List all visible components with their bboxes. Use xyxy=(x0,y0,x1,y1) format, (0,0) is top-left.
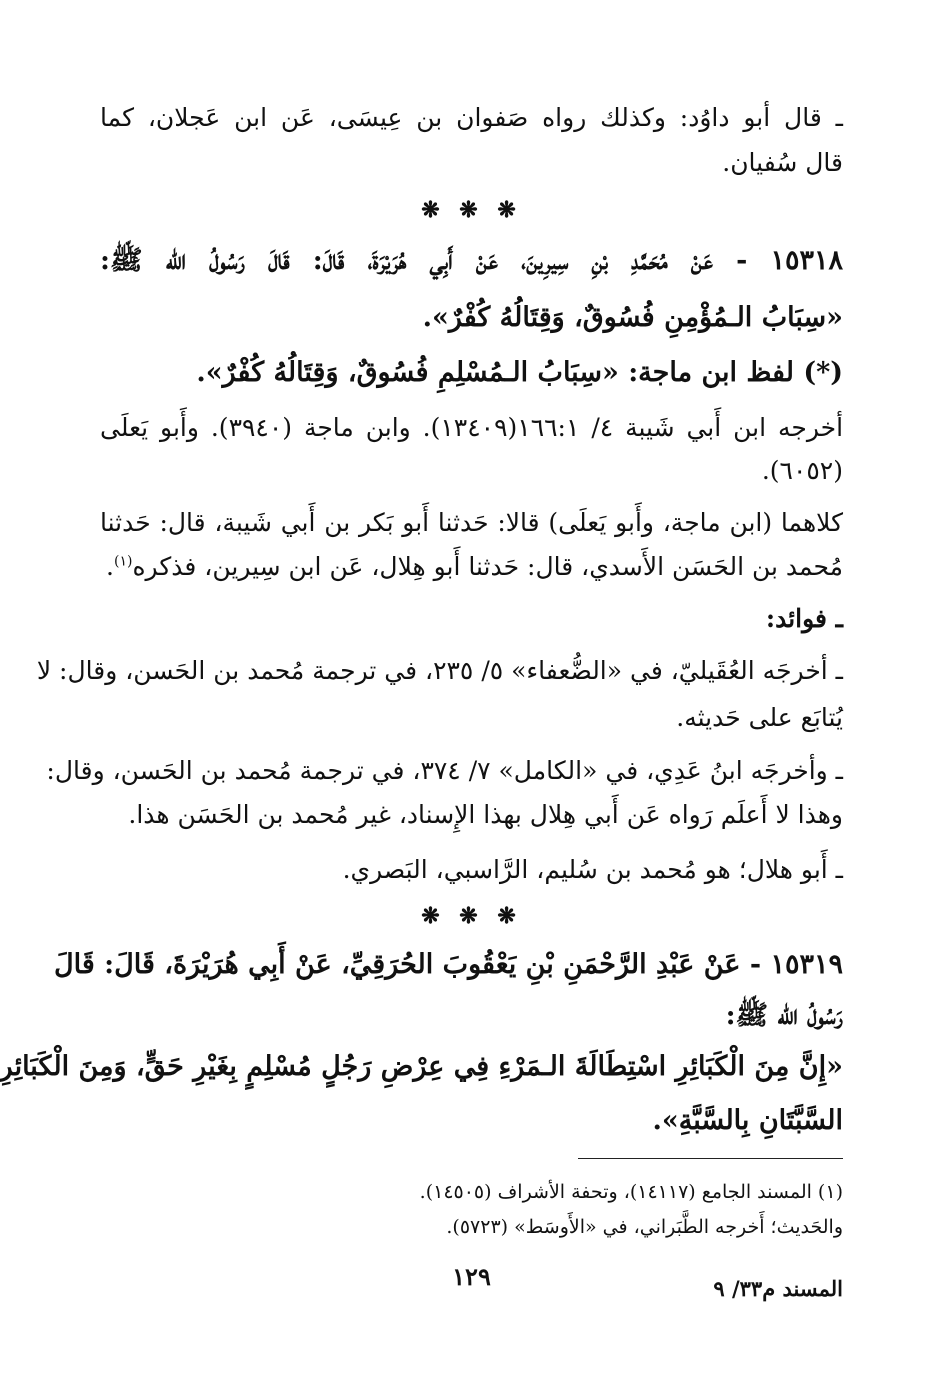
isnad-line-1: كلاهما (ابن ماجة، وأَبو يَعلَى) قالا: حَدثنا أَبو بَكر بن أَبي شَيبة، قال: حَدثنا xyxy=(100,508,843,537)
fawaid-abu-hilal: ـ أَبو هلال؛ هو مُحمد بن سُليم، الرَّاسبي، البَصري. xyxy=(342,855,843,884)
footnote-marker: (١) xyxy=(113,553,133,570)
fawaid-uqayli-line-1: ـ أخرجَه العُقَيليّ، في «الضُّعفاء» ٥/ ٢٣٥، في ترجمة مُحمد بن الحَسن، وقال: لا xyxy=(36,656,843,685)
hadith-15318-variant: (*) لفظ ابن ماجة: «سِبَابُ الـمُسْلِمِ فُسُوقٌ، وَقِتَالُهُ كُفْرٌ». xyxy=(196,357,843,388)
hadith-15319-isnad-1: ١٥٣١٩ - عَنْ عَبْدِ الرَّحْمَنِ بْنِ يَعْقُوبَ الحُرَقِيِّ، عَنْ أَبِي هُرَيْرَةَ، قَالَ: قَالَ xyxy=(54,949,843,980)
page-number: ١٢٩ xyxy=(452,1262,491,1291)
section-separator: ❋ ❋ ❋ xyxy=(421,903,522,929)
volume-signature: المسند م٣٣/ ٩ xyxy=(713,1276,843,1301)
isnad-line-2 xyxy=(100,549,843,585)
footnote-divider xyxy=(578,1158,843,1159)
fawaid-ibn-adi-line-1: ـ وأخرجَه ابنُ عَدِي، في «الكامل» ٧/ ٣٧٤، في ترجمة مُحمد بن الحَسن، وقال: xyxy=(46,756,843,785)
hadith-15318-matn: «سِبَابُ الـمُؤْمِنِ فُسُوقٌ، وَقِتَالُهُ كُفْرٌ». xyxy=(422,302,843,333)
fawaid-uqayli-line-2: يُتابَع على حَديثه. xyxy=(676,703,843,732)
section-separator: ❋ ❋ ❋ xyxy=(421,197,522,223)
hadith-15319-isnad-2: رَسُولُ الله ﷺ: xyxy=(725,1000,843,1031)
fawaid-ibn-adi-line-2: وهذا لا أَعلَم رَواه عَن أَبي هِلال بهذا الإِسناد، غير مُحمد بن الحَسَن هذا. xyxy=(128,800,843,829)
takhrij-line-1: أخرجه ابن أَبي شَيبة ٤/ ١٦٦:١(١٣٤٠٩). وابن ماجة (٣٩٤٠). وأَبو يَعلَى xyxy=(100,413,844,442)
footnote-1-continued: والحَديث؛ أَخرجه الطَّبَراني، في «الأَوسَط» (٥٧٢٣). xyxy=(446,1216,843,1238)
text-line-abu-dawud: ـ قال أبو داوُد: وكذلك رواه صَفوان بن عِيسَى، عَن ابن عَجلان، كما xyxy=(100,103,843,132)
hadith-15319-matn-1: «إِنَّ مِنَ الْكَبَائِرِ اسْتِطَالَةَ الـمَرْءِ فِي عِرْضِ رَجُلٍ مُسْلِمٍ بِغَيْرِ حَقٍّ، وَمِنَ الْكَبَائِرِ xyxy=(0,1051,843,1082)
text-line-sufyan: قال سُفيان. xyxy=(722,148,843,177)
isnad-line-2-end: . xyxy=(106,552,114,581)
fawaid-heading: ـ فوائد: xyxy=(765,604,843,633)
footnote-1: (١) المسند الجامع (١٤١١٧)، وتحفة الأشراف (١٤٥٠٥). xyxy=(419,1181,843,1203)
takhrij-line-2: (٦٠٥٢). xyxy=(761,456,843,485)
hadith-15319-matn-2: السَّبَّتَانِ بِالسَّبَّةِ». xyxy=(652,1105,843,1136)
isnad-line-2-text: مُحمد بن الحَسَن الأَسدي، قال: حَدثنا أَبو هِلال، عَن ابن سِيرين، فذكره xyxy=(132,552,843,581)
hadith-15318-isnad: ١٥٣١٨ - عَنْ مُحَمَّدِ بْنِ سِيرِينَ، عَنْ أَبِي هُرَيْرَةَ، قَالَ: قَالَ رَسُولُ الله ﷺ: xyxy=(100,245,843,276)
